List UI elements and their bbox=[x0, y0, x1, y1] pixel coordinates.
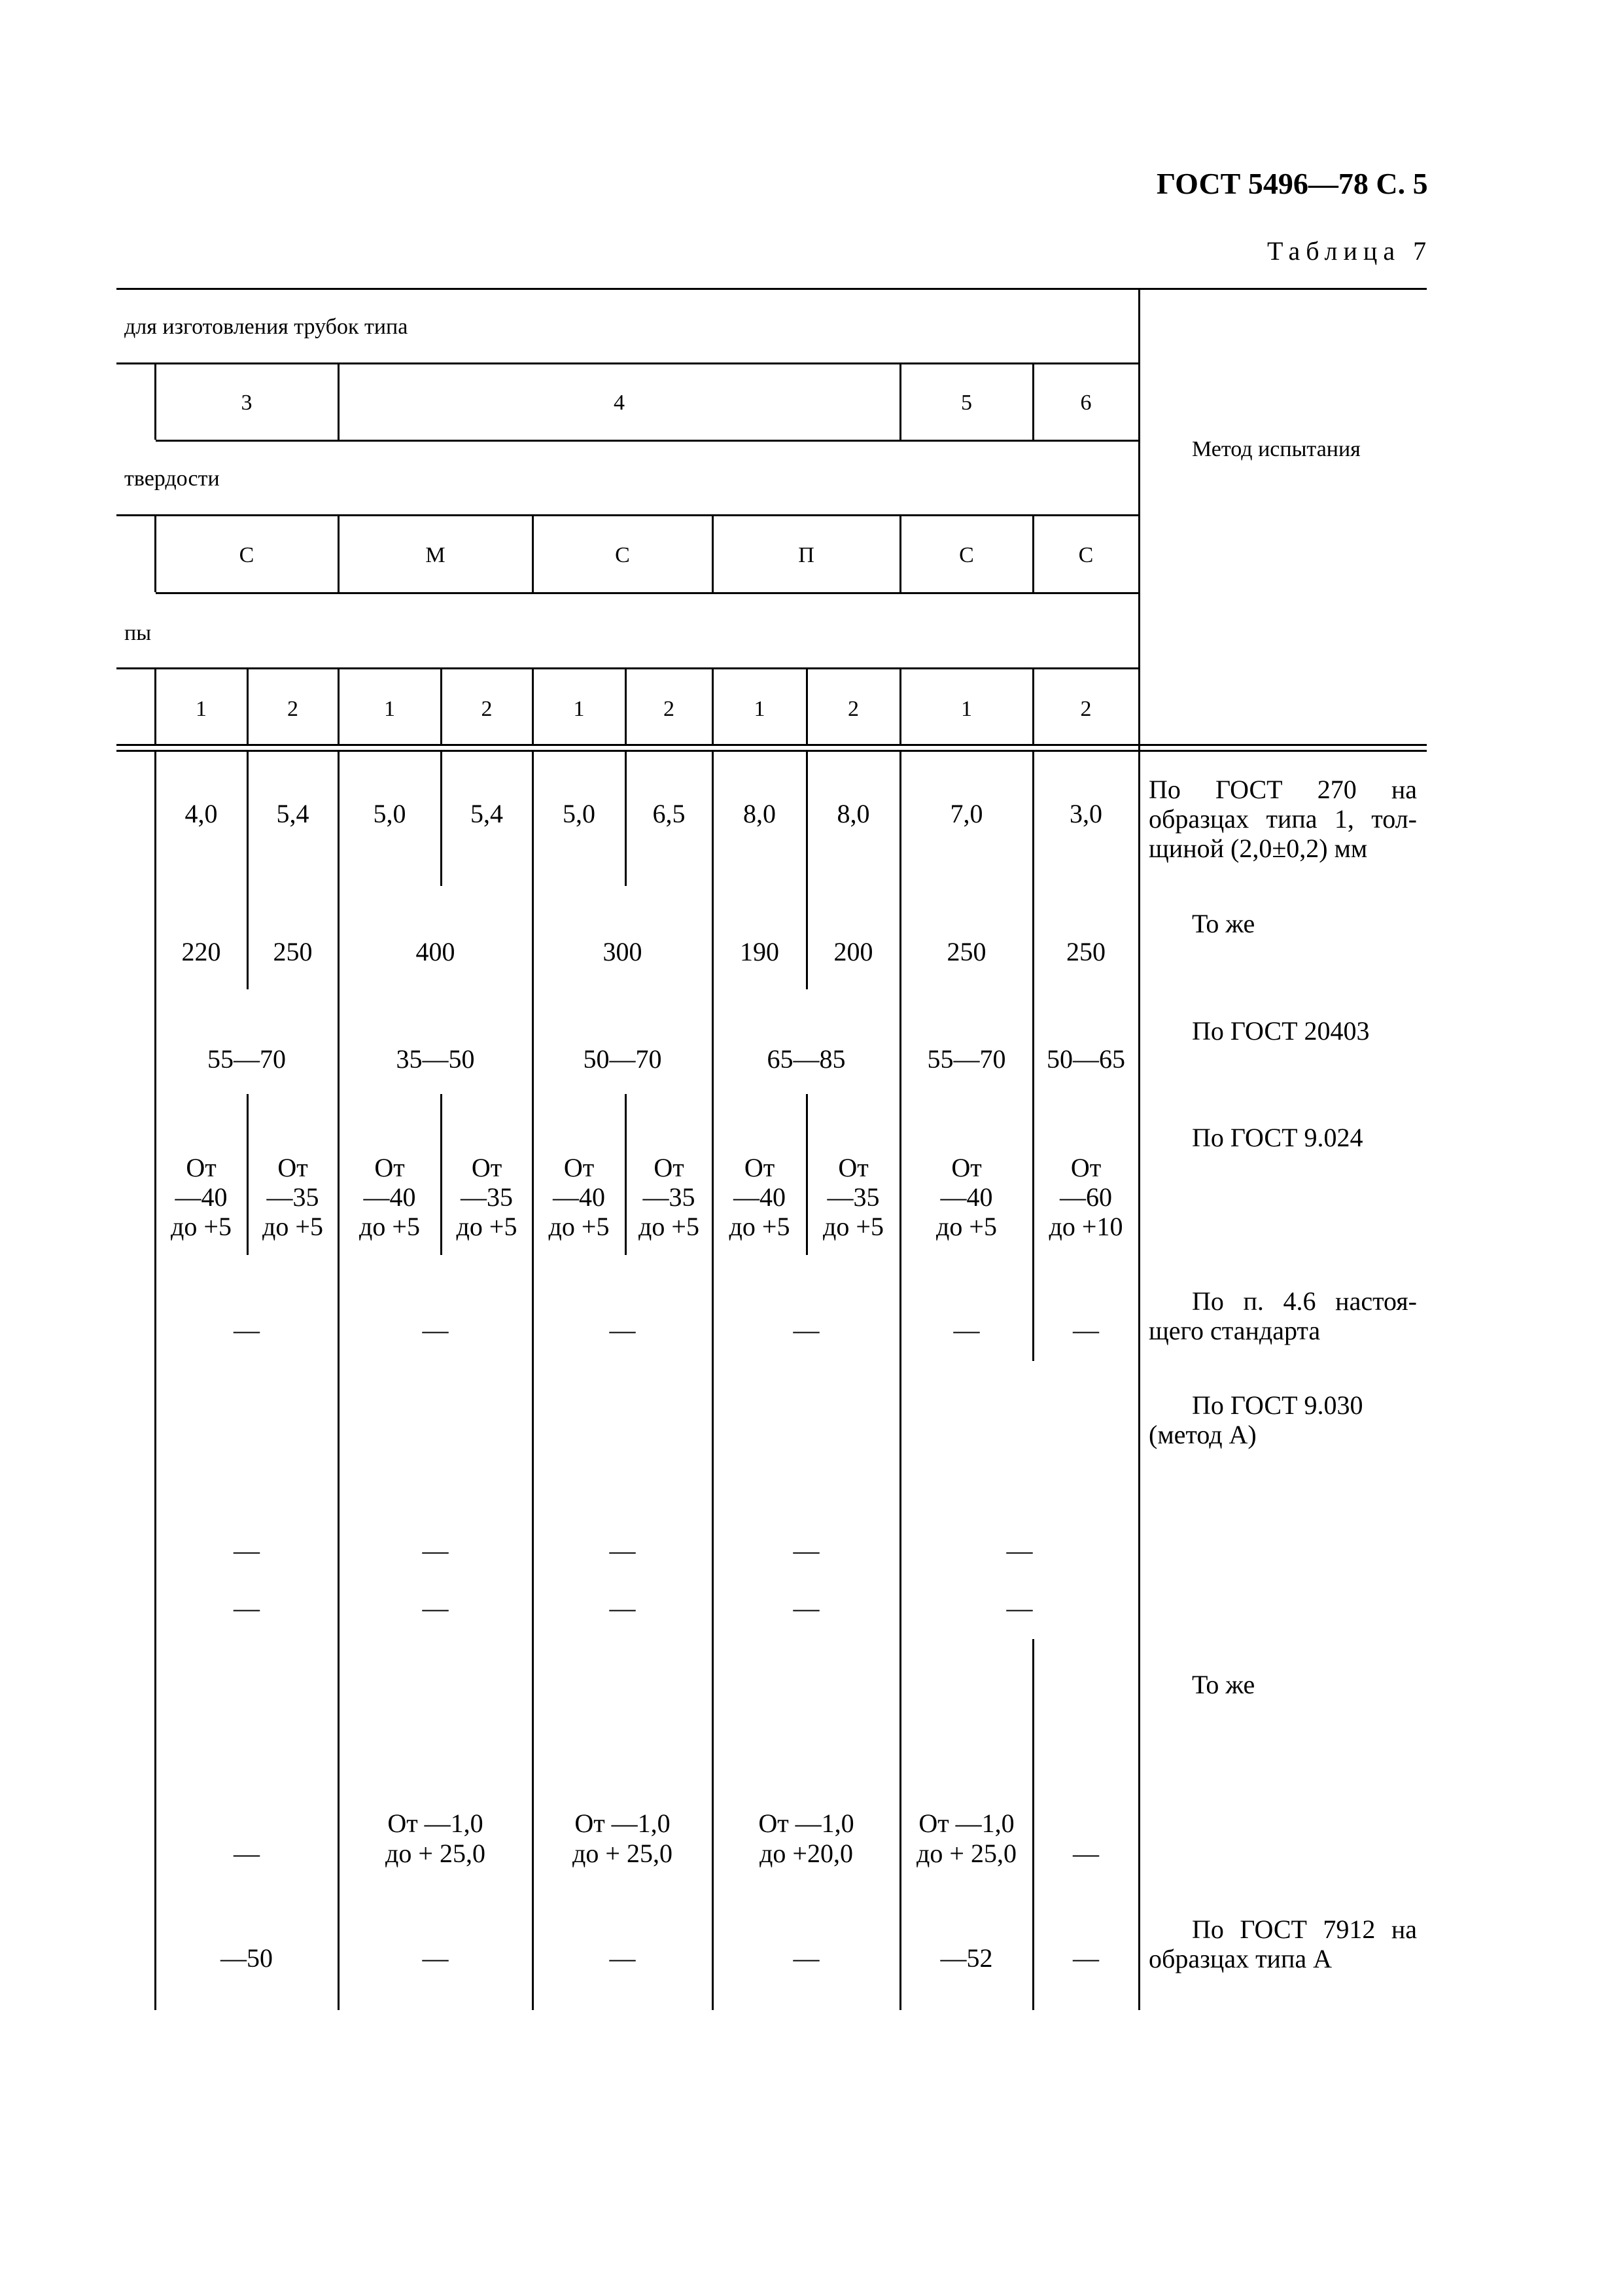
cell-value: — bbox=[793, 1943, 820, 1973]
header-rule bbox=[156, 592, 1138, 594]
cell-value: От bbox=[374, 1153, 405, 1182]
cell-value: —40 bbox=[733, 1182, 786, 1212]
subcolumn-number: 1 bbox=[573, 697, 585, 721]
test-method: (метод А) bbox=[1149, 1420, 1257, 1449]
cell-value: — bbox=[953, 1315, 980, 1345]
cell-value: — bbox=[234, 1839, 260, 1868]
hardness-label: С bbox=[615, 543, 630, 567]
cell-value: 5,0 bbox=[373, 799, 406, 828]
cell-value: —40 bbox=[363, 1182, 416, 1212]
cell-value: — bbox=[422, 1315, 449, 1345]
cell-value: —35 bbox=[461, 1182, 513, 1212]
cell-value: От bbox=[186, 1153, 217, 1182]
cell-value: —35 bbox=[827, 1182, 880, 1212]
test-method: По ГОСТ 7912 на bbox=[1192, 1915, 1417, 1944]
subcolumn-number: 1 bbox=[196, 697, 207, 721]
cell-value: — bbox=[234, 1536, 260, 1565]
cell-value: до +5 bbox=[638, 1212, 699, 1241]
cell-value: 55—70 bbox=[207, 1044, 286, 1074]
cell-value: до +5 bbox=[936, 1212, 997, 1241]
type-5: 5 bbox=[961, 391, 972, 415]
cell-value: — bbox=[1006, 1593, 1033, 1623]
cell-value: — bbox=[609, 1315, 636, 1345]
header-bottom-rule bbox=[116, 750, 1427, 752]
cell-value: От —1,0 bbox=[574, 1809, 671, 1838]
method-column-divider bbox=[1138, 288, 1140, 2010]
cell-value: — bbox=[609, 1536, 636, 1565]
cell-value: до +5 bbox=[548, 1212, 610, 1241]
subcolumn-number: 1 bbox=[961, 697, 972, 721]
cell-value: 5,0 bbox=[563, 799, 595, 828]
subcolumn-number: 2 bbox=[287, 697, 298, 721]
header-bottom-rule bbox=[116, 744, 1427, 746]
cell-value: — bbox=[422, 1536, 449, 1565]
cell-value: 200 bbox=[833, 937, 873, 966]
header-rule bbox=[156, 440, 1138, 442]
document-title: ГОСТ 5496—78 С. 5 bbox=[1157, 167, 1428, 200]
cell-value: От bbox=[654, 1153, 684, 1182]
cell-value: — bbox=[1006, 1536, 1033, 1565]
test-method: По ГОСТ 20403 bbox=[1192, 1016, 1370, 1046]
type-3: 3 bbox=[241, 391, 253, 415]
cell-value: —60 bbox=[1060, 1182, 1112, 1212]
cell-value: 250 bbox=[273, 937, 313, 966]
cell-value: От bbox=[563, 1153, 595, 1182]
cell-value: 8,0 bbox=[743, 799, 776, 828]
header-rule bbox=[116, 667, 1138, 669]
hardness-label: М bbox=[425, 543, 445, 567]
cell-value: От —1,0 bbox=[918, 1809, 1015, 1838]
subcolumn-number: 2 bbox=[848, 697, 859, 721]
cell-value: — bbox=[422, 1593, 449, 1623]
cell-value: От bbox=[1070, 1153, 1102, 1182]
cell-value: до +5 bbox=[171, 1212, 232, 1241]
hardness-label: С bbox=[1078, 543, 1094, 567]
cell-value: От bbox=[744, 1153, 775, 1182]
cell-value: —50 bbox=[220, 1943, 273, 1973]
cell-value: 220 bbox=[181, 937, 221, 966]
cell-value: до +10 bbox=[1049, 1212, 1123, 1241]
cell-value: — bbox=[609, 1593, 636, 1623]
test-method: То же bbox=[1192, 1670, 1255, 1699]
cell-value: — bbox=[1073, 1315, 1099, 1345]
cell-value: 3,0 bbox=[1070, 799, 1102, 828]
cell-value: 4,0 bbox=[184, 799, 218, 828]
cell-value: —40 bbox=[175, 1182, 228, 1212]
cell-value: до +5 bbox=[359, 1212, 420, 1241]
cell-value: до +5 bbox=[456, 1212, 517, 1241]
test-method: По ГОСТ 270 на bbox=[1149, 775, 1417, 804]
cell-value: 250 bbox=[1066, 937, 1106, 966]
cell-value: 5,4 bbox=[276, 799, 309, 828]
cell-value: — bbox=[1073, 1839, 1099, 1868]
subcolumn-number: 2 bbox=[1080, 697, 1092, 721]
test-method: щего стандарта bbox=[1149, 1316, 1321, 1345]
type-4: 4 bbox=[614, 391, 625, 415]
test-method: То же bbox=[1192, 909, 1255, 938]
subcolumn-number: 2 bbox=[481, 697, 493, 721]
cell-value: 7,0 bbox=[950, 799, 983, 828]
cell-value: 5,4 bbox=[470, 799, 503, 828]
cell-value: От —1,0 bbox=[387, 1809, 483, 1838]
cell-value: — bbox=[1073, 1943, 1099, 1973]
cell-value: до + 25,0 bbox=[916, 1839, 1017, 1868]
cell-value: — bbox=[793, 1536, 820, 1565]
type-6: 6 bbox=[1080, 391, 1092, 415]
cell-value: 6,5 bbox=[652, 799, 686, 828]
cell-value: — bbox=[422, 1943, 449, 1973]
cell-value: От bbox=[277, 1153, 308, 1182]
cell-value: —40 bbox=[553, 1182, 605, 1212]
cell-value: до +20,0 bbox=[759, 1839, 853, 1868]
test-method: По п. 4.6 настоя- bbox=[1192, 1286, 1417, 1316]
cell-value: — bbox=[234, 1315, 260, 1345]
cell-value: —35 bbox=[266, 1182, 319, 1212]
test-method: По ГОСТ 9.030 bbox=[1192, 1390, 1363, 1420]
hardness-label: П bbox=[798, 543, 814, 567]
cell-value: — bbox=[793, 1315, 820, 1345]
test-method: образцах типа А bbox=[1149, 1944, 1332, 1973]
cell-value: 8,0 bbox=[837, 799, 870, 828]
header-rule bbox=[116, 514, 1138, 516]
header-row-label: пы bbox=[124, 621, 152, 645]
cell-value: до +5 bbox=[729, 1212, 790, 1241]
hardness-label: С bbox=[239, 543, 254, 567]
cell-value: — bbox=[234, 1593, 260, 1623]
subcolumn-number: 1 bbox=[384, 697, 395, 721]
test-method: По ГОСТ 9.024 bbox=[1192, 1123, 1363, 1152]
subcolumn-number: 2 bbox=[663, 697, 674, 721]
subcolumn-number: 1 bbox=[754, 697, 765, 721]
cell-value: до + 25,0 bbox=[385, 1839, 485, 1868]
header-row-label: для изготовления трубок типа bbox=[124, 315, 408, 339]
cell-value: — bbox=[793, 1593, 820, 1623]
table-label: Таблица 7 bbox=[1267, 236, 1433, 266]
cell-value: 190 bbox=[740, 937, 779, 966]
cell-value: 35—50 bbox=[396, 1044, 475, 1074]
method-column-header: Метод испытания bbox=[1192, 437, 1361, 461]
cell-value: 250 bbox=[947, 937, 986, 966]
cell-value: —40 bbox=[940, 1182, 993, 1212]
test-method: образцах типа 1, тол- bbox=[1149, 804, 1417, 834]
cell-value: От bbox=[951, 1153, 982, 1182]
cell-value: —52 bbox=[940, 1943, 993, 1973]
cell-value: до +5 bbox=[823, 1212, 884, 1241]
header-row-label: твердости bbox=[124, 467, 220, 491]
cell-value: —35 bbox=[642, 1182, 695, 1212]
cell-value: 300 bbox=[602, 937, 642, 966]
cell-value: — bbox=[609, 1943, 636, 1973]
hardness-label: С bbox=[959, 543, 974, 567]
cell-value: 400 bbox=[415, 937, 455, 966]
cell-value: 65—85 bbox=[767, 1044, 846, 1074]
cell-value: 50—65 bbox=[1047, 1044, 1125, 1074]
cell-value: От —1,0 bbox=[758, 1809, 854, 1838]
cell-value: От bbox=[471, 1153, 502, 1182]
cell-value: От bbox=[838, 1153, 869, 1182]
cell-value: 50—70 bbox=[583, 1044, 662, 1074]
header-top-rule bbox=[116, 288, 1427, 290]
cell-value: до + 25,0 bbox=[572, 1839, 672, 1868]
cell-value: до +5 bbox=[262, 1212, 323, 1241]
cell-value: 55—70 bbox=[927, 1044, 1006, 1074]
test-method: щиной (2,0±0,2) мм bbox=[1149, 834, 1368, 863]
header-rule bbox=[116, 362, 1138, 364]
